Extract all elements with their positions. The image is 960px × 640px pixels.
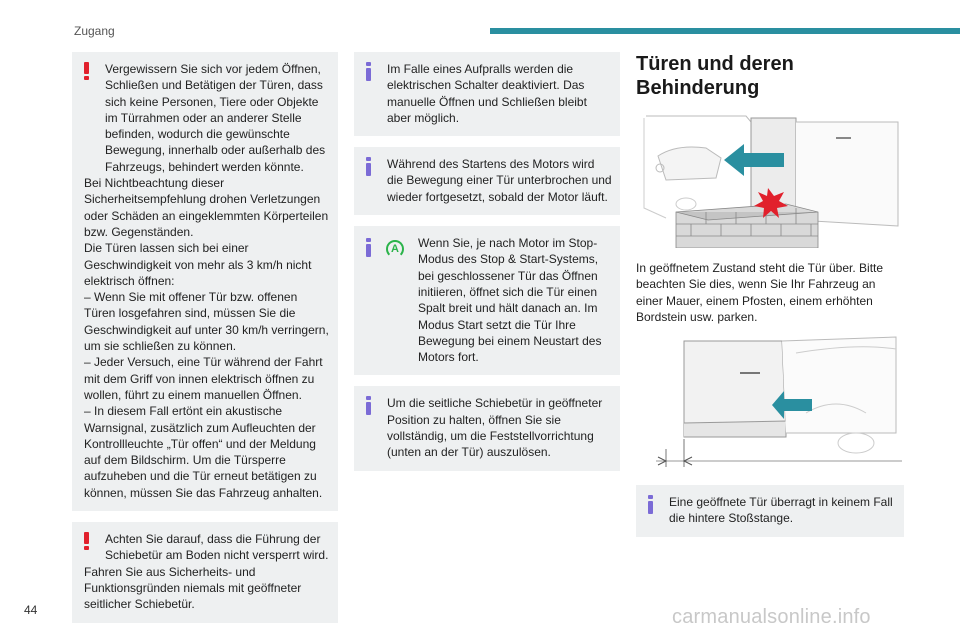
info-note-door-lock [354, 386, 620, 470]
note-text: Während des Startens des Motors wird die Bewegung einer Tür unterbrochen und wieder fortgesetzt, sobald der Motor läuft. [387, 157, 612, 204]
warning-note-doors [72, 52, 338, 511]
note-paragraph: Bei Nichtbeachtung dieser Sicherheitsempfehlung drohen Verletzungen oder Schäden an eingeklemmten Körperteilen bzw. Gegenständen. [84, 176, 329, 239]
info-icon [365, 62, 371, 81]
note-paragraph: – Jeder Versuch, eine Tür während der Fahrt mit dem Griff von innen elektrisch öffnen zu wollen, führt zu einem manuellen Öffnen. [84, 355, 323, 402]
note-paragraph: Fahren Sie aus Sicherheits- und Funktionsgründen niemals mit geöffneter seitlicher Schiebetür. [84, 564, 302, 612]
header-accent-bar [490, 28, 960, 34]
note-text: Um die seitliche Schiebetür in geöffneter Position zu halten, öffnen Sie sie vollständig, um die Feststellvorrichtung (unten an der Tür) auszulösen. [387, 396, 603, 460]
stop-start-auto-icon: A [386, 240, 404, 258]
note-paragraph: – Wenn Sie mit offener Tür bzw. offenen Türen losgefahren sind, müssen Sie die Geschwindigkeit auf unter 30 km/h verringern, um sie schließen zu können. [84, 290, 329, 354]
info-icon [365, 396, 371, 415]
info-note-engine-start [354, 147, 620, 215]
section-label: Zugang [74, 24, 115, 38]
info-icon [647, 495, 653, 514]
warning-icon [83, 532, 90, 550]
note-paragraph: Vergewissern Sie sich vor jedem Öffnen, Schließen und Betätigen der Türen, dass sich keine Personen, Tiere oder Objekte im Türrahmen oder an anderer Stelle befinden, wodurch die gewünschte Bewegung, innerhalb oder außerhalb des Fahrzeugs, behindert werden könnte. [105, 62, 326, 174]
info-icon [365, 238, 371, 257]
middle-column [354, 52, 620, 482]
body-text: In geöffnetem Zustand steht die Tür über. Bitte beachten Sie dies, wenn Sie Ihr Fahrzeug an einer Mauer, einem Pfosten, einem erhöhten Bordstein usw. parken. [636, 261, 884, 324]
info-note-stop-start [354, 226, 620, 375]
watermark: carmanualsonline.info [672, 606, 871, 628]
section-title: Türen und deren Behinderung [636, 53, 794, 99]
warning-icon [83, 62, 90, 80]
right-column [636, 52, 904, 548]
note-text: Im Falle eines Aufpralls werden die elektrischen Schalter deaktiviert. Das manuelle Öffnen und Schließen bleibt aber möglich. [387, 62, 587, 125]
van-door-overhang-illustration [636, 333, 902, 473]
info-note-impact [354, 52, 620, 136]
info-icon [365, 157, 371, 176]
info-note-bumper [636, 485, 904, 537]
note-text: Eine geöffnete Tür überragt in keinem Fall die hintere Stoßstange. [669, 495, 893, 526]
note-paragraph: Die Türen lassen sich bei einer Geschwindigkeit von mehr als 3 km/h nicht elektrisch öffnen: [84, 241, 312, 288]
page-number: 44 [24, 603, 38, 617]
van-door-obstacle-illustration [636, 108, 902, 248]
left-column [72, 52, 338, 634]
note-paragraph: Achten Sie darauf, dass die Führung der Schiebetür am Boden nicht versperrt wird. [105, 532, 329, 563]
warning-note-sliding-door [72, 522, 338, 622]
note-text: Wenn Sie, je nach Motor im Stop-Modus des Stop & Start-Systems, bei geschlossener Tür das Öffnen initiieren, öffnet sich die Tür einen Spalt breit und hält danach an. Im Modus Start setzt die Tür Ihre Bewegung bei einem Neustart des Motors fort. [418, 236, 602, 365]
note-paragraph: – In diesem Fall ertönt ein akustische Warnsignal, zusätzlich zum Aufleuchten der Kontrollleuchte „Tür offen“ und der Meldung auf dem Bildschirm. Um die Türsperre aufzuheben und die Tür erneut betätigen zu können, müssen Sie das Fahrzeug anhalten. [84, 404, 323, 500]
